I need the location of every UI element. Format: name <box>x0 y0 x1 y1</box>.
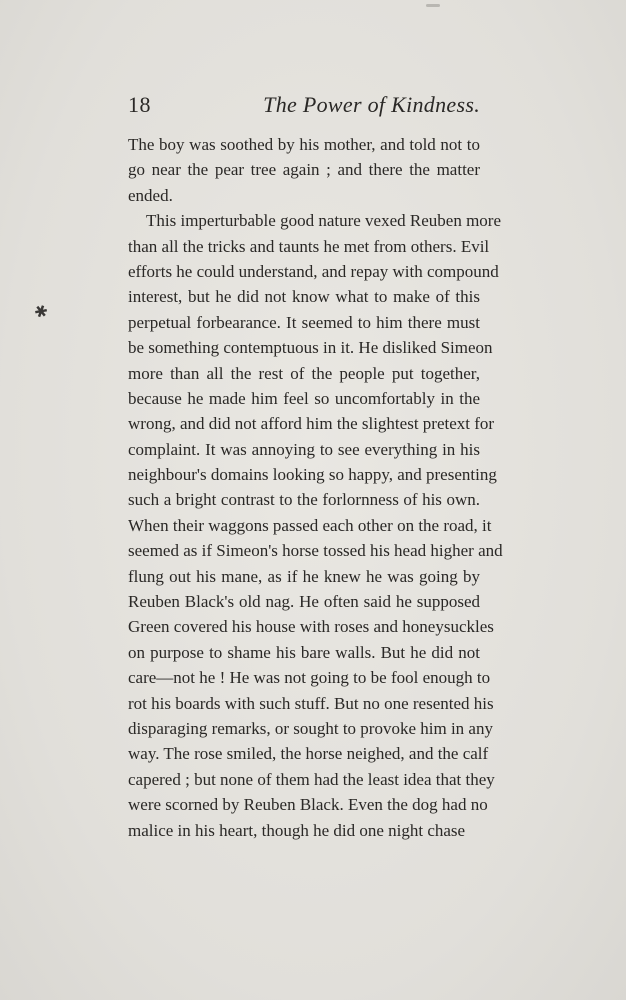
text-line: When their waggons passed each other on the road, it <box>128 515 492 535</box>
text-line: perpetual forbearance. It seemed to him there must <box>128 312 480 332</box>
text-line: interest, but he did not know what to make of this <box>128 287 480 307</box>
text-line: more than all the rest of the people put together, <box>128 363 480 383</box>
text-line: rot his boards with such stuff. But no one resented his <box>128 693 494 713</box>
text-line: Reuben Black's old nag. He often said he supposed <box>128 592 480 612</box>
text-line: because he made him feel so uncomfortably in the <box>128 388 480 408</box>
paragraph <box>128 132 480 208</box>
running-title: The Power of Kindness. <box>263 92 480 117</box>
paper-speck <box>426 4 440 7</box>
text-line: on purpose to shame his bare walls. But he did not <box>128 642 480 662</box>
text-line: The boy was soothed by his mother, and told not to <box>128 135 480 154</box>
text-line: way. The rose smiled, the horse neighed, and the calf <box>128 744 489 764</box>
margin-mark: ✱ <box>31 302 50 323</box>
text-line: efforts he could understand, and repay with compound <box>128 261 499 281</box>
text-line: neighbour's domains looking so happy, and presenting <box>128 465 497 485</box>
text-line: capered ; but none of them had the least idea that they <box>128 769 495 789</box>
text-line: flung out his mane, as if he knew he was going by <box>128 566 480 586</box>
text-line: disparaging remarks, or sought to provoke him in any <box>128 718 493 738</box>
text-line: care—not he ! He was not going to be fool enough to <box>128 668 491 688</box>
text-line: Green covered his house with roses and honeysuckles <box>128 617 494 637</box>
body-text <box>128 132 503 843</box>
page-header <box>128 92 480 122</box>
text-line: be something contemptuous in it. He disliked Simeon <box>128 338 493 358</box>
text-line: wrong, and did not afford him the slightest pretext for <box>128 414 495 434</box>
text-line: seemed as if Simeon's horse tossed his head higher and <box>128 541 503 561</box>
paragraph <box>128 208 503 843</box>
text-line: such a bright contrast to the forlornness of his own. <box>128 490 480 510</box>
text-line: were scorned by Reuben Black. Even the dog had no <box>128 795 488 815</box>
page-number: 18 <box>128 92 151 117</box>
text-line: go near the pear tree again ; and there the matter <box>128 160 480 180</box>
text-line: malice in his heart, though he did one night chase <box>128 820 466 840</box>
text-line: ended. <box>128 185 173 205</box>
text-line: This imperturbable good nature vexed Reuben more <box>146 211 501 231</box>
text-line: than all the tricks and taunts he met from others. Evil <box>128 236 490 256</box>
text-line: complaint. It was annoying to see everything in his <box>128 439 480 459</box>
